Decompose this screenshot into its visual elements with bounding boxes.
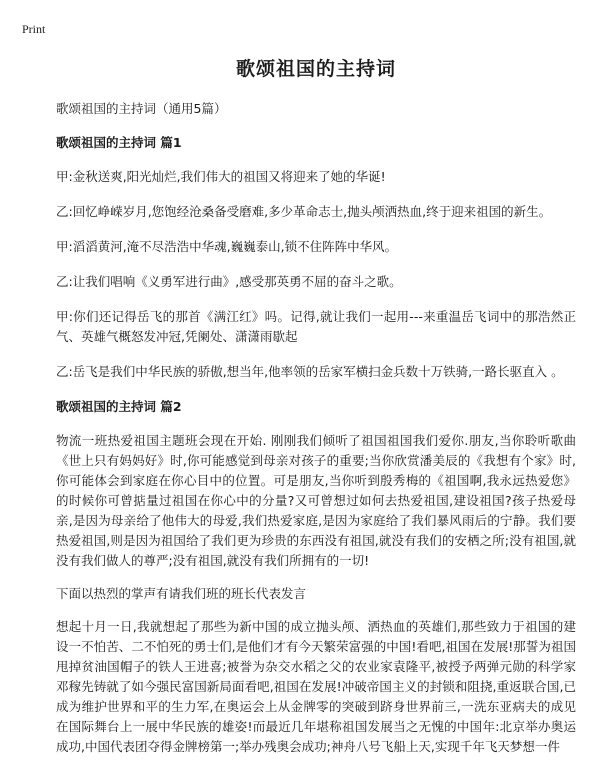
body-paragraph: 想起十月一日,我就想起了那些为新中国的成立抛头颅、洒热血的英雄们,那些致力于祖国的建设一不怕苦、二不怕死的勇士们,是他们才有今天繁荣富强的中国!看吧,祖国在发展!那誓为祖国甩掉贫油国帽子的铁人王进喜;被誉为杂交水稻之父的农业家袁隆平,被授予两弹元勋的科学家邓稼先铸就了如今强民富国新局面看吧,祖国在发展!冲破帝国主义的封锁和阻挠,重返联合国,已成为维护世界和平的生力军,在奥运会上从金牌零的突破到跻身世界前三,一洗东亚病夫的成见在国际舞台上一展中华民族的雄姿!而最近几年堪称祖国发展当之无愧的中国年:北京举办奥运成功,中国代表团夺得金牌榜第一;举办残奥会成功;神舟八号飞船上天,实现千年飞天梦想一件 <box>56 619 576 754</box>
document-content <box>56 54 576 770</box>
section-1 <box>56 133 576 382</box>
section-heading: 歌颂祖国的主持词 篇2 <box>56 399 182 414</box>
dialogue-paragraph: 乙:回忆峥嵘岁月,您饱经沧桑备受磨难,多少革命志士,抛头颅洒热血,终于迎来祖国的新生。 <box>56 204 552 219</box>
document-title: 歌颂祖国的主持词 <box>235 58 396 80</box>
section-2 <box>56 397 576 757</box>
dialogue-paragraph: 乙:岳飞是我们中华民族的骄傲,想当年,他率领的岳家军横扫金兵数十万铁骑,一路长驱直入 。 <box>56 364 564 379</box>
dialogue-paragraph: 乙:让我们唱响《义勇军进行曲》,感受那英勇不屈的奋斗之歌。 <box>56 274 402 289</box>
body-paragraph: 下面以热烈的掌声有请我们班的班长代表发言 <box>56 586 307 601</box>
document-subtitle: 歌颂祖国的主持词（通用5篇） <box>56 101 227 116</box>
body-paragraph: 物流一班热爱祖国主题班会现在开始. 刚刚我们倾听了祖国祖国我们爱你.朋友,当你聆听歌曲《世上只有妈妈好》时,你可能感觉到母亲对孩子的重要;当你欣赏潘美辰的《我想有个家》时,你可能体会到家庭在你心目中的位置。可是朋友,当你听到殷秀梅的《祖国啊,我永远热爱您》的时候你可曾掂量过祖国在你心中的分量?又可曾想过如何去热爱祖国,建设祖国?孩子热爱母亲,是因为母亲给了他伟大的母爱,我们热爱家庭,是因为家庭给了我们暴风雨后的宁静。我们要热爱祖国,则是因为祖国给了我们更为珍贵的东西没有祖国,就没有我们的安栖之所;没有祖国,就没有我们做人的尊严;没有祖国,就没有我们所拥有的一切! <box>56 433 576 568</box>
dialogue-paragraph: 甲:金秋送爽,阳光灿烂,我们伟大的祖国又将迎来了她的华诞! <box>56 169 386 184</box>
dialogue-paragraph: 甲:你们还记得岳飞的那首《满江红》吗。记得,就让我们一起用---来重温岳飞词中的那浩然正气、英雄气概怒发冲冠,凭阑处、潇潇雨歇起 <box>56 309 576 344</box>
section-heading: 歌颂祖国的主持词 篇1 <box>56 135 182 150</box>
print-link[interactable]: Print <box>22 22 46 36</box>
dialogue-paragraph: 甲:滔滔黄河,淹不尽浩浩中华魂,巍巍泰山,锁不住阵阵中华风。 <box>56 239 398 254</box>
